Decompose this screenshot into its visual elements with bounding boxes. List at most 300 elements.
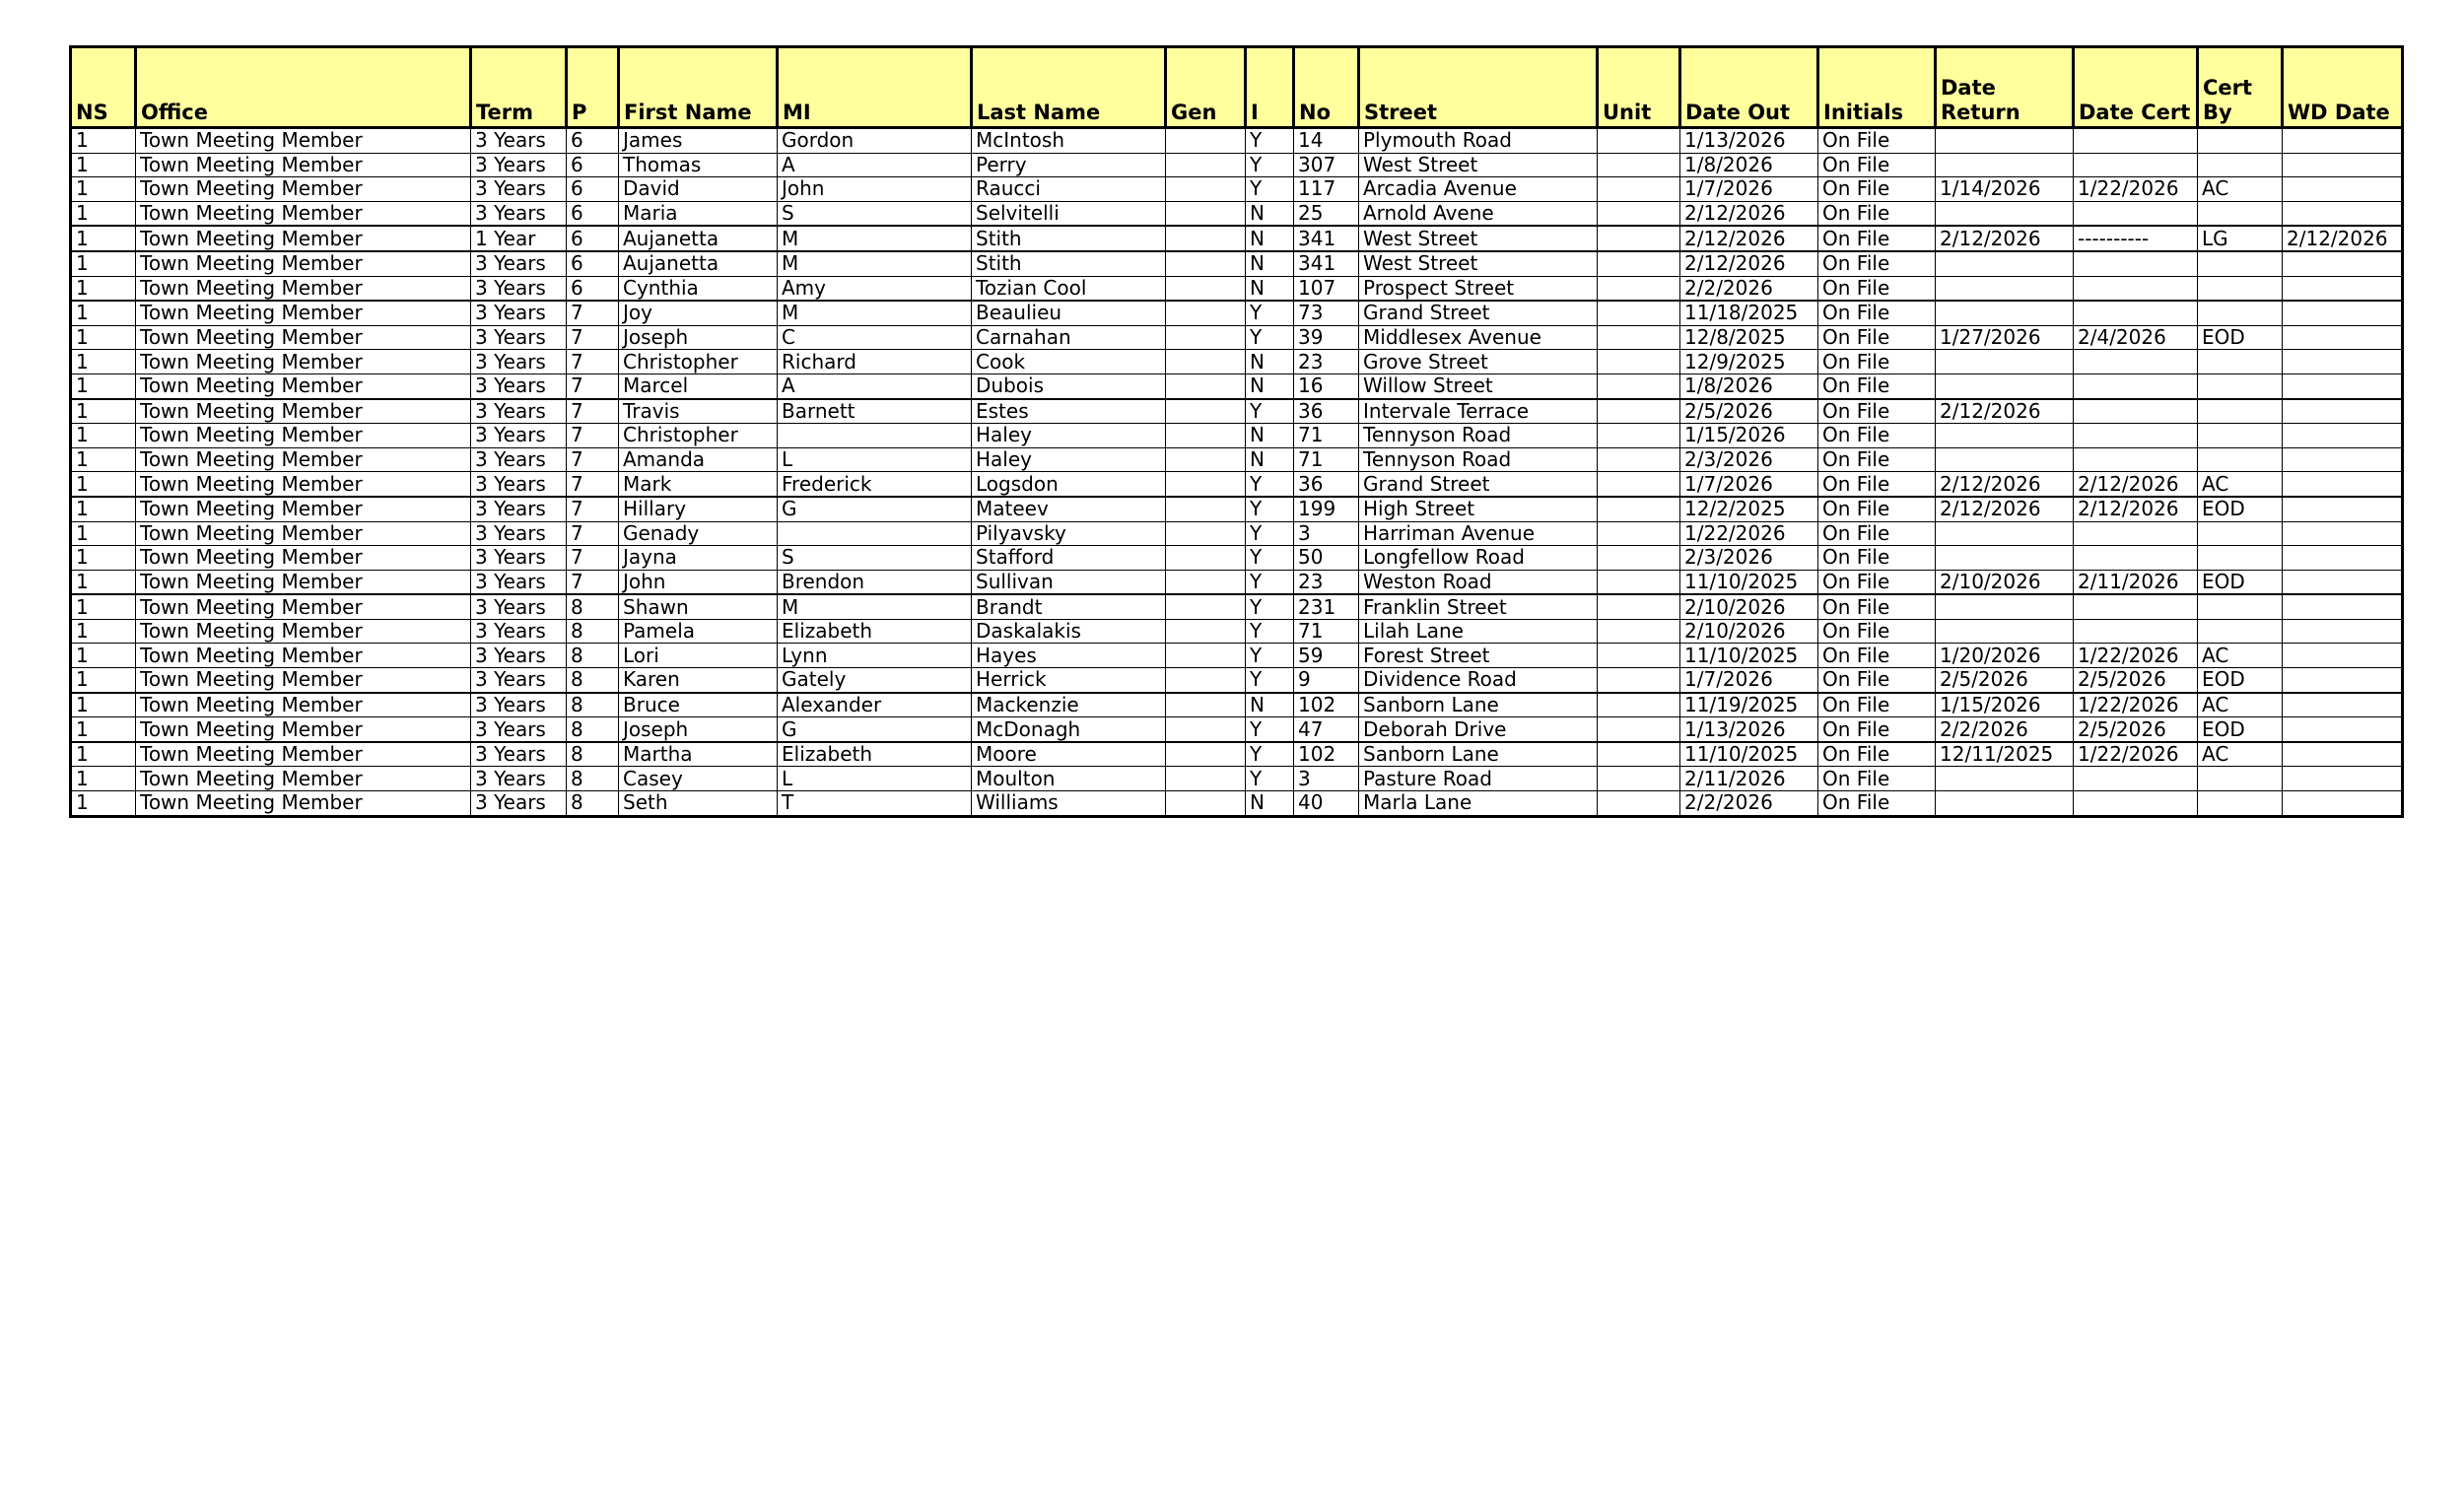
cell-mi: Lynn bbox=[778, 644, 972, 668]
cell-p: 6 bbox=[567, 177, 619, 202]
cell-p: 7 bbox=[567, 301, 619, 325]
cell-street: Plymouth Road bbox=[1359, 128, 1598, 154]
cell-street: High Street bbox=[1359, 497, 1598, 521]
cell-cert_by bbox=[2198, 201, 2283, 226]
cell-office: Town Meeting Member bbox=[136, 251, 471, 276]
cell-mi: Amy bbox=[778, 276, 972, 301]
cell-initials: On File bbox=[1818, 546, 1936, 571]
cell-unit bbox=[1598, 226, 1680, 251]
cell-first: Amanda bbox=[619, 447, 778, 472]
cell-office: Town Meeting Member bbox=[136, 693, 471, 717]
cell-date_cert: 1/22/2026 bbox=[2074, 177, 2198, 202]
cell-initials: On File bbox=[1818, 301, 1936, 325]
cell-ns: 1 bbox=[71, 521, 136, 546]
cell-term: 3 Years bbox=[471, 424, 567, 448]
cell-gen bbox=[1166, 619, 1246, 644]
cell-i: Y bbox=[1246, 177, 1294, 202]
cell-i: Y bbox=[1246, 644, 1294, 668]
cell-i: N bbox=[1246, 791, 1294, 817]
cell-initials: On File bbox=[1818, 128, 1936, 154]
cell-unit bbox=[1598, 668, 1680, 693]
cell-date_return bbox=[1936, 276, 2074, 301]
cell-office: Town Meeting Member bbox=[136, 767, 471, 791]
cell-ns: 1 bbox=[71, 594, 136, 619]
cell-first: Seth bbox=[619, 791, 778, 817]
cell-date_out: 1/8/2026 bbox=[1680, 153, 1818, 177]
cell-term: 3 Years bbox=[471, 201, 567, 226]
cell-date_out: 1/7/2026 bbox=[1680, 668, 1818, 693]
cell-unit bbox=[1598, 521, 1680, 546]
cell-last: Perry bbox=[972, 153, 1166, 177]
table-row bbox=[71, 350, 2403, 374]
cell-no: 102 bbox=[1294, 693, 1359, 717]
cell-wd_date bbox=[2283, 424, 2403, 448]
cell-last: Moore bbox=[972, 742, 1166, 767]
cell-mi: Gordon bbox=[778, 128, 972, 154]
cell-p: 7 bbox=[567, 325, 619, 350]
cell-date_return bbox=[1936, 301, 2074, 325]
table-row bbox=[71, 619, 2403, 644]
cell-cert_by bbox=[2198, 399, 2283, 424]
cell-street: Arcadia Avenue bbox=[1359, 177, 1598, 202]
cell-ns: 1 bbox=[71, 546, 136, 571]
cell-street: Tennyson Road bbox=[1359, 424, 1598, 448]
table-row bbox=[71, 226, 2403, 251]
cell-ns: 1 bbox=[71, 350, 136, 374]
cell-last: Stith bbox=[972, 251, 1166, 276]
cell-unit bbox=[1598, 301, 1680, 325]
cell-office: Town Meeting Member bbox=[136, 447, 471, 472]
table-row bbox=[71, 447, 2403, 472]
table-row bbox=[71, 325, 2403, 350]
cell-mi: T bbox=[778, 791, 972, 817]
cell-wd_date bbox=[2283, 153, 2403, 177]
cell-date_out: 12/8/2025 bbox=[1680, 325, 1818, 350]
column-header-date_cert: Date Cert bbox=[2074, 47, 2198, 128]
cell-cert_by: EOD bbox=[2198, 717, 2283, 742]
table-row bbox=[71, 693, 2403, 717]
cell-no: 47 bbox=[1294, 717, 1359, 742]
cell-ns: 1 bbox=[71, 177, 136, 202]
cell-date_cert bbox=[2074, 276, 2198, 301]
cell-last: Haley bbox=[972, 447, 1166, 472]
cell-unit bbox=[1598, 424, 1680, 448]
cell-date_cert bbox=[2074, 594, 2198, 619]
cell-unit bbox=[1598, 374, 1680, 398]
cell-ns: 1 bbox=[71, 325, 136, 350]
cell-date_cert bbox=[2074, 521, 2198, 546]
cell-no: 71 bbox=[1294, 619, 1359, 644]
cell-office: Town Meeting Member bbox=[136, 276, 471, 301]
cell-office: Town Meeting Member bbox=[136, 546, 471, 571]
cell-date_cert bbox=[2074, 791, 2198, 817]
cell-first: Thomas bbox=[619, 153, 778, 177]
cell-initials: On File bbox=[1818, 619, 1936, 644]
cell-last: Moulton bbox=[972, 767, 1166, 791]
cell-cert_by bbox=[2198, 128, 2283, 154]
cell-first: Karen bbox=[619, 668, 778, 693]
cell-ns: 1 bbox=[71, 447, 136, 472]
cell-street: Franklin Street bbox=[1359, 594, 1598, 619]
cell-wd_date bbox=[2283, 693, 2403, 717]
cell-date_return: 2/12/2026 bbox=[1936, 226, 2074, 251]
cell-office: Town Meeting Member bbox=[136, 521, 471, 546]
cell-term: 3 Years bbox=[471, 153, 567, 177]
cell-office: Town Meeting Member bbox=[136, 570, 471, 594]
cell-mi: Frederick bbox=[778, 472, 972, 497]
cell-wd_date bbox=[2283, 128, 2403, 154]
cell-i: Y bbox=[1246, 521, 1294, 546]
cell-cert_by: AC bbox=[2198, 742, 2283, 767]
cell-date_cert: 2/12/2026 bbox=[2074, 472, 2198, 497]
cell-ns: 1 bbox=[71, 128, 136, 154]
cell-mi: Brendon bbox=[778, 570, 972, 594]
cell-street: Intervale Terrace bbox=[1359, 399, 1598, 424]
cell-i: Y bbox=[1246, 668, 1294, 693]
cell-date_cert bbox=[2074, 153, 2198, 177]
cell-gen bbox=[1166, 472, 1246, 497]
table-row bbox=[71, 570, 2403, 594]
cell-wd_date bbox=[2283, 201, 2403, 226]
column-header-date_return: Date Return bbox=[1936, 47, 2074, 128]
cell-p: 7 bbox=[567, 521, 619, 546]
cell-cert_by: AC bbox=[2198, 177, 2283, 202]
cell-mi: L bbox=[778, 447, 972, 472]
cell-initials: On File bbox=[1818, 374, 1936, 398]
cell-date_return bbox=[1936, 251, 2074, 276]
cell-first: Hillary bbox=[619, 497, 778, 521]
cell-cert_by bbox=[2198, 619, 2283, 644]
cell-first: Jayna bbox=[619, 546, 778, 571]
cell-i: N bbox=[1246, 226, 1294, 251]
column-header-first: First Name bbox=[619, 47, 778, 128]
cell-street: Harriman Avenue bbox=[1359, 521, 1598, 546]
cell-first: Joy bbox=[619, 301, 778, 325]
cell-street: Marla Lane bbox=[1359, 791, 1598, 817]
cell-date_out: 12/2/2025 bbox=[1680, 497, 1818, 521]
cell-first: Casey bbox=[619, 767, 778, 791]
cell-no: 341 bbox=[1294, 251, 1359, 276]
cell-office: Town Meeting Member bbox=[136, 301, 471, 325]
cell-term: 3 Years bbox=[471, 497, 567, 521]
cell-date_out: 1/7/2026 bbox=[1680, 472, 1818, 497]
cell-ns: 1 bbox=[71, 374, 136, 398]
table-row bbox=[71, 717, 2403, 742]
cell-first: Aujanetta bbox=[619, 226, 778, 251]
cell-date_return bbox=[1936, 447, 2074, 472]
cell-first: David bbox=[619, 177, 778, 202]
cell-last: Hayes bbox=[972, 644, 1166, 668]
cell-date_out: 2/12/2026 bbox=[1680, 226, 1818, 251]
cell-p: 8 bbox=[567, 644, 619, 668]
cell-first: Christopher bbox=[619, 350, 778, 374]
cell-date_out: 1/13/2026 bbox=[1680, 717, 1818, 742]
cell-initials: On File bbox=[1818, 717, 1936, 742]
cell-wd_date bbox=[2283, 521, 2403, 546]
cell-gen bbox=[1166, 350, 1246, 374]
cell-cert_by bbox=[2198, 153, 2283, 177]
cell-term: 3 Years bbox=[471, 276, 567, 301]
cell-ns: 1 bbox=[71, 301, 136, 325]
cell-unit bbox=[1598, 276, 1680, 301]
cell-unit bbox=[1598, 472, 1680, 497]
cell-street: Middlesex Avenue bbox=[1359, 325, 1598, 350]
cell-cert_by bbox=[2198, 251, 2283, 276]
cell-initials: On File bbox=[1818, 350, 1936, 374]
cell-date_cert: 2/4/2026 bbox=[2074, 325, 2198, 350]
cell-gen bbox=[1166, 399, 1246, 424]
cell-initials: On File bbox=[1818, 177, 1936, 202]
cell-i: Y bbox=[1246, 594, 1294, 619]
cell-wd_date bbox=[2283, 767, 2403, 791]
cell-cert_by: AC bbox=[2198, 472, 2283, 497]
cell-gen bbox=[1166, 497, 1246, 521]
cell-ns: 1 bbox=[71, 276, 136, 301]
cell-p: 6 bbox=[567, 226, 619, 251]
cell-date_out: 2/3/2026 bbox=[1680, 546, 1818, 571]
cell-p: 7 bbox=[567, 424, 619, 448]
cell-date_return bbox=[1936, 201, 2074, 226]
cell-wd_date bbox=[2283, 644, 2403, 668]
cell-cert_by: EOD bbox=[2198, 325, 2283, 350]
cell-i: Y bbox=[1246, 619, 1294, 644]
cell-wd_date bbox=[2283, 619, 2403, 644]
cell-term: 3 Years bbox=[471, 374, 567, 398]
cell-date_cert: ---------- bbox=[2074, 226, 2198, 251]
cell-no: 36 bbox=[1294, 472, 1359, 497]
cell-date_return: 1/14/2026 bbox=[1936, 177, 2074, 202]
cell-i: Y bbox=[1246, 128, 1294, 154]
cell-date_out: 1/7/2026 bbox=[1680, 177, 1818, 202]
cell-initials: On File bbox=[1818, 399, 1936, 424]
cell-date_cert bbox=[2074, 301, 2198, 325]
cell-gen bbox=[1166, 594, 1246, 619]
cell-cert_by bbox=[2198, 447, 2283, 472]
cell-date_return bbox=[1936, 546, 2074, 571]
cell-first: Genady bbox=[619, 521, 778, 546]
cell-date_return bbox=[1936, 153, 2074, 177]
cell-mi: L bbox=[778, 767, 972, 791]
table-row bbox=[71, 594, 2403, 619]
cell-date_out: 11/18/2025 bbox=[1680, 301, 1818, 325]
cell-ns: 1 bbox=[71, 497, 136, 521]
cell-cert_by bbox=[2198, 424, 2283, 448]
table-row bbox=[71, 276, 2403, 301]
cell-ns: 1 bbox=[71, 424, 136, 448]
column-header-p: P bbox=[567, 47, 619, 128]
cell-initials: On File bbox=[1818, 594, 1936, 619]
cell-date_cert: 1/22/2026 bbox=[2074, 742, 2198, 767]
table-body bbox=[71, 128, 2403, 817]
cell-ns: 1 bbox=[71, 226, 136, 251]
cell-date_cert bbox=[2074, 128, 2198, 154]
cell-no: 102 bbox=[1294, 742, 1359, 767]
cell-p: 7 bbox=[567, 546, 619, 571]
cell-street: Tennyson Road bbox=[1359, 447, 1598, 472]
cell-street: West Street bbox=[1359, 226, 1598, 251]
cell-date_return: 2/12/2026 bbox=[1936, 472, 2074, 497]
cell-last: Pilyavsky bbox=[972, 521, 1166, 546]
cell-first: Bruce bbox=[619, 693, 778, 717]
cell-p: 8 bbox=[567, 594, 619, 619]
cell-cert_by: EOD bbox=[2198, 668, 2283, 693]
cell-ns: 1 bbox=[71, 570, 136, 594]
cell-cert_by bbox=[2198, 521, 2283, 546]
table-row bbox=[71, 153, 2403, 177]
column-header-wd_date: WD Date bbox=[2283, 47, 2403, 128]
cell-date_out: 1/22/2026 bbox=[1680, 521, 1818, 546]
cell-i: Y bbox=[1246, 497, 1294, 521]
cell-last: Carnahan bbox=[972, 325, 1166, 350]
cell-first: John bbox=[619, 570, 778, 594]
cell-cert_by bbox=[2198, 374, 2283, 398]
cell-no: 3 bbox=[1294, 767, 1359, 791]
cell-wd_date bbox=[2283, 251, 2403, 276]
cell-initials: On File bbox=[1818, 226, 1936, 251]
cell-initials: On File bbox=[1818, 472, 1936, 497]
cell-mi: G bbox=[778, 497, 972, 521]
cell-last: Selvitelli bbox=[972, 201, 1166, 226]
column-header-ns: NS bbox=[71, 47, 136, 128]
cell-last: Brandt bbox=[972, 594, 1166, 619]
cell-last: Raucci bbox=[972, 177, 1166, 202]
cell-cert_by: AC bbox=[2198, 693, 2283, 717]
cell-street: Forest Street bbox=[1359, 644, 1598, 668]
cell-term: 3 Years bbox=[471, 594, 567, 619]
table-row bbox=[71, 546, 2403, 571]
table-row bbox=[71, 251, 2403, 276]
cell-last: Herrick bbox=[972, 668, 1166, 693]
cell-term: 3 Years bbox=[471, 767, 567, 791]
cell-term: 3 Years bbox=[471, 447, 567, 472]
cell-office: Town Meeting Member bbox=[136, 668, 471, 693]
cell-last: Haley bbox=[972, 424, 1166, 448]
cell-p: 6 bbox=[567, 153, 619, 177]
cell-no: 71 bbox=[1294, 447, 1359, 472]
table-row bbox=[71, 644, 2403, 668]
cell-last: Daskalakis bbox=[972, 619, 1166, 644]
cell-p: 7 bbox=[567, 447, 619, 472]
cell-term: 3 Years bbox=[471, 177, 567, 202]
cell-date_cert: 2/12/2026 bbox=[2074, 497, 2198, 521]
cell-cert_by bbox=[2198, 594, 2283, 619]
table-row bbox=[71, 767, 2403, 791]
cell-gen bbox=[1166, 742, 1246, 767]
cell-date_out: 11/10/2025 bbox=[1680, 570, 1818, 594]
cell-wd_date bbox=[2283, 301, 2403, 325]
cell-date_return bbox=[1936, 791, 2074, 817]
cell-i: Y bbox=[1246, 325, 1294, 350]
cell-last: Logsdon bbox=[972, 472, 1166, 497]
cell-first: Lori bbox=[619, 644, 778, 668]
cell-wd_date bbox=[2283, 742, 2403, 767]
cell-gen bbox=[1166, 521, 1246, 546]
cell-first: Cynthia bbox=[619, 276, 778, 301]
table-row bbox=[71, 128, 2403, 154]
cell-date_return bbox=[1936, 424, 2074, 448]
cell-unit bbox=[1598, 791, 1680, 817]
cell-date_return: 12/11/2025 bbox=[1936, 742, 2074, 767]
cell-wd_date bbox=[2283, 276, 2403, 301]
cell-cert_by bbox=[2198, 767, 2283, 791]
cell-wd_date bbox=[2283, 177, 2403, 202]
table-row bbox=[71, 201, 2403, 226]
cell-ns: 1 bbox=[71, 619, 136, 644]
cell-unit bbox=[1598, 717, 1680, 742]
cell-date_return: 2/10/2026 bbox=[1936, 570, 2074, 594]
cell-date_out: 1/15/2026 bbox=[1680, 424, 1818, 448]
cell-i: Y bbox=[1246, 546, 1294, 571]
cell-p: 7 bbox=[567, 472, 619, 497]
cell-first: James bbox=[619, 128, 778, 154]
cell-ns: 1 bbox=[71, 668, 136, 693]
cell-i: Y bbox=[1246, 767, 1294, 791]
cell-no: 107 bbox=[1294, 276, 1359, 301]
cell-term: 3 Years bbox=[471, 128, 567, 154]
cell-initials: On File bbox=[1818, 153, 1936, 177]
table-row bbox=[71, 472, 2403, 497]
cell-date_out: 11/19/2025 bbox=[1680, 693, 1818, 717]
cell-wd_date bbox=[2283, 399, 2403, 424]
cell-i: Y bbox=[1246, 570, 1294, 594]
cell-date_cert bbox=[2074, 767, 2198, 791]
cell-initials: On File bbox=[1818, 570, 1936, 594]
cell-street: Grand Street bbox=[1359, 301, 1598, 325]
cell-ns: 1 bbox=[71, 717, 136, 742]
cell-term: 3 Years bbox=[471, 399, 567, 424]
cell-i: N bbox=[1246, 447, 1294, 472]
column-header-gen: Gen bbox=[1166, 47, 1246, 128]
cell-street: Grand Street bbox=[1359, 472, 1598, 497]
cell-unit bbox=[1598, 767, 1680, 791]
cell-date_cert: 2/5/2026 bbox=[2074, 717, 2198, 742]
column-header-i: I bbox=[1246, 47, 1294, 128]
cell-term: 3 Years bbox=[471, 521, 567, 546]
cell-last: McIntosh bbox=[972, 128, 1166, 154]
cell-date_cert bbox=[2074, 201, 2198, 226]
cell-street: Arnold Avene bbox=[1359, 201, 1598, 226]
cell-initials: On File bbox=[1818, 201, 1936, 226]
cell-first: Martha bbox=[619, 742, 778, 767]
cell-i: Y bbox=[1246, 153, 1294, 177]
cell-street: Pasture Road bbox=[1359, 767, 1598, 791]
cell-last: Mackenzie bbox=[972, 693, 1166, 717]
cell-office: Town Meeting Member bbox=[136, 594, 471, 619]
cell-unit bbox=[1598, 201, 1680, 226]
cell-mi: Gately bbox=[778, 668, 972, 693]
cell-initials: On File bbox=[1818, 447, 1936, 472]
cell-unit bbox=[1598, 251, 1680, 276]
cell-date_out: 1/13/2026 bbox=[1680, 128, 1818, 154]
cell-last: Estes bbox=[972, 399, 1166, 424]
cell-date_out: 2/10/2026 bbox=[1680, 619, 1818, 644]
cell-mi: John bbox=[778, 177, 972, 202]
cell-office: Town Meeting Member bbox=[136, 128, 471, 154]
cell-office: Town Meeting Member bbox=[136, 201, 471, 226]
cell-first: Aujanetta bbox=[619, 251, 778, 276]
cell-wd_date bbox=[2283, 447, 2403, 472]
cell-initials: On File bbox=[1818, 251, 1936, 276]
cell-p: 8 bbox=[567, 791, 619, 817]
table-row bbox=[71, 668, 2403, 693]
cell-unit bbox=[1598, 570, 1680, 594]
cell-last: Stith bbox=[972, 226, 1166, 251]
cell-wd_date bbox=[2283, 668, 2403, 693]
cell-cert_by bbox=[2198, 546, 2283, 571]
cell-ns: 1 bbox=[71, 201, 136, 226]
cell-date_cert bbox=[2074, 350, 2198, 374]
cell-wd_date bbox=[2283, 594, 2403, 619]
